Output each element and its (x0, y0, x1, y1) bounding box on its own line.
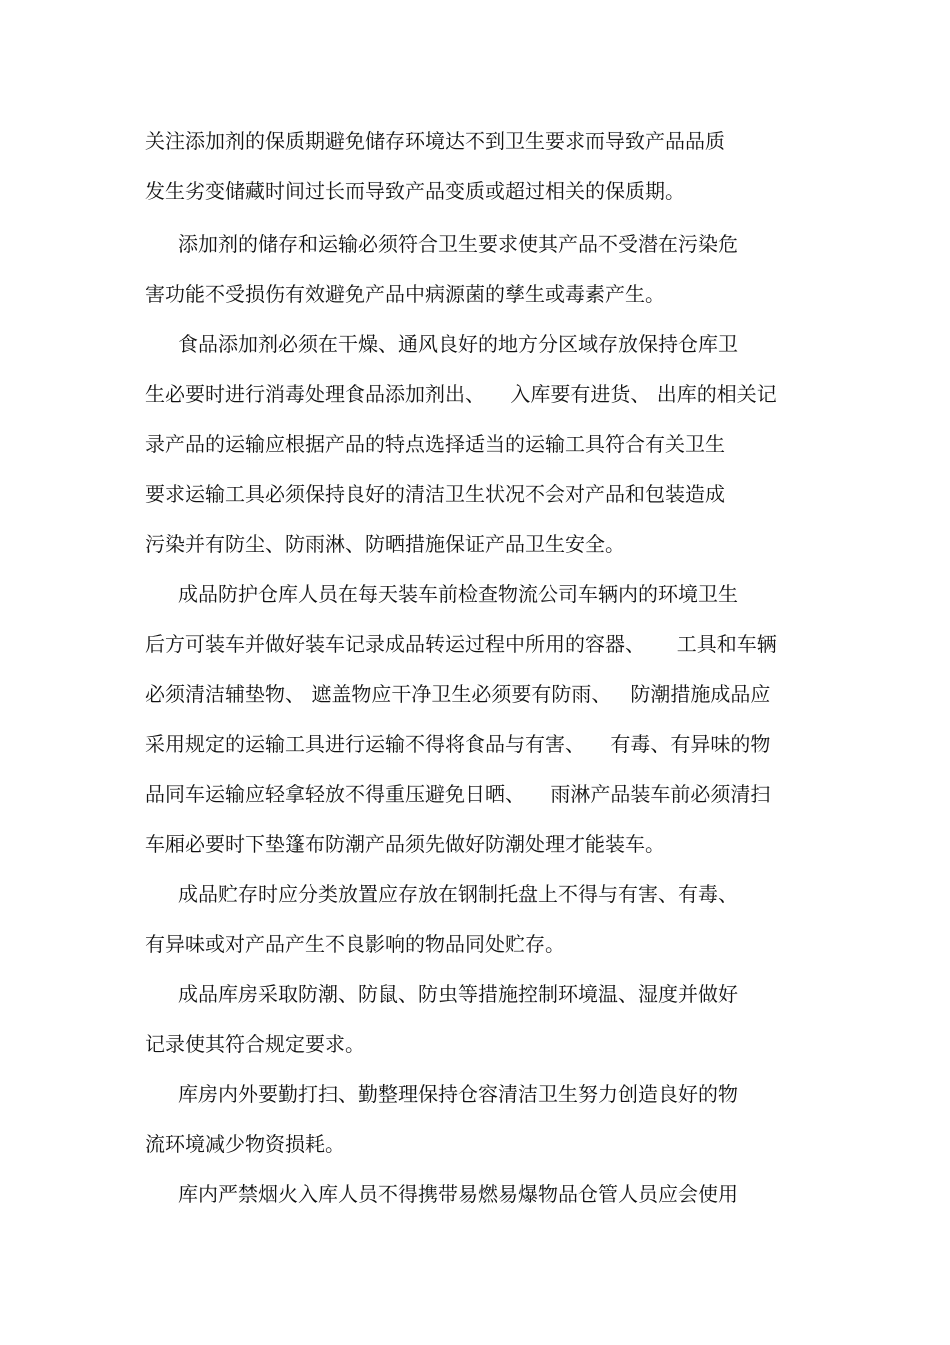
text-line: 录产品的运输应根据产品的特点选择适当的运输工具符合有关卫生 (145, 432, 725, 456)
text-line: 成品库房采取防潮、防鼠、防虫等措施控制环境温、湿度并做好 (178, 982, 738, 1006)
text-line: 成品防护仓库人员在每天装车前检查物流公司车辆内的环境卫生 (178, 582, 738, 606)
text-line: 害功能不受损伤有效避免产品中病源菌的孳生或毒素产生。 (145, 282, 665, 306)
text-line: 流环境减少物资损耗。 (145, 1132, 345, 1156)
text-line: 记录使其符合规定要求。 (145, 1032, 365, 1056)
text-line: 采用规定的运输工具进行运输不得将食品与有害、 有毒、有异味的物 (145, 732, 771, 756)
text-line: 品同车运输应轻拿轻放不得重压避免日晒、 雨淋产品装车前必须清扫 (145, 782, 771, 806)
text-line: 库内严禁烟火入库人员不得携带易燃易爆物品仓管人员应会使用 (178, 1182, 738, 1206)
text-line: 要求运输工具必须保持良好的清洁卫生状况不会对产品和包装造成 (145, 482, 725, 506)
text-line: 有异味或对产品产生不良影响的物品同处贮存。 (145, 932, 565, 956)
text-line: 添加剂的储存和运输必须符合卫生要求使其产品不受潜在污染危 (178, 232, 738, 256)
text-line: 后方可装车并做好装车记录成品转运过程中所用的容器、 工具和车辆 (145, 632, 777, 656)
text-line: 生必要时进行消毒处理食品添加剂出、 入库要有进货、 出库的相关记 (145, 382, 777, 406)
text-line: 库房内外要勤打扫、勤整理保持仓容清洁卫生努力创造良好的物 (178, 1082, 738, 1106)
text-line: 污染并有防尘、防雨淋、防晒措施保证产品卫生安全。 (145, 532, 625, 556)
text-line: 食品添加剂必须在干燥、通风良好的地方分区域存放保持仓库卫 (178, 332, 738, 356)
text-line: 发生劣变储藏时间过长而导致产品变质或超过相关的保质期。 (145, 179, 685, 203)
text-line: 成品贮存时应分类放置应存放在钢制托盘上不得与有害、有毒、 (178, 882, 738, 906)
text-line: 必须清洁辅垫物、 遮盖物应干净卫生必须要有防雨、 防潮措施成品应 (145, 682, 771, 706)
text-line: 关注添加剂的保质期避免储存环境达不到卫生要求而导致产品品质 (145, 129, 725, 153)
text-line: 车厢必要时下垫篷布防潮产品须先做好防潮处理才能装车。 (145, 832, 665, 856)
